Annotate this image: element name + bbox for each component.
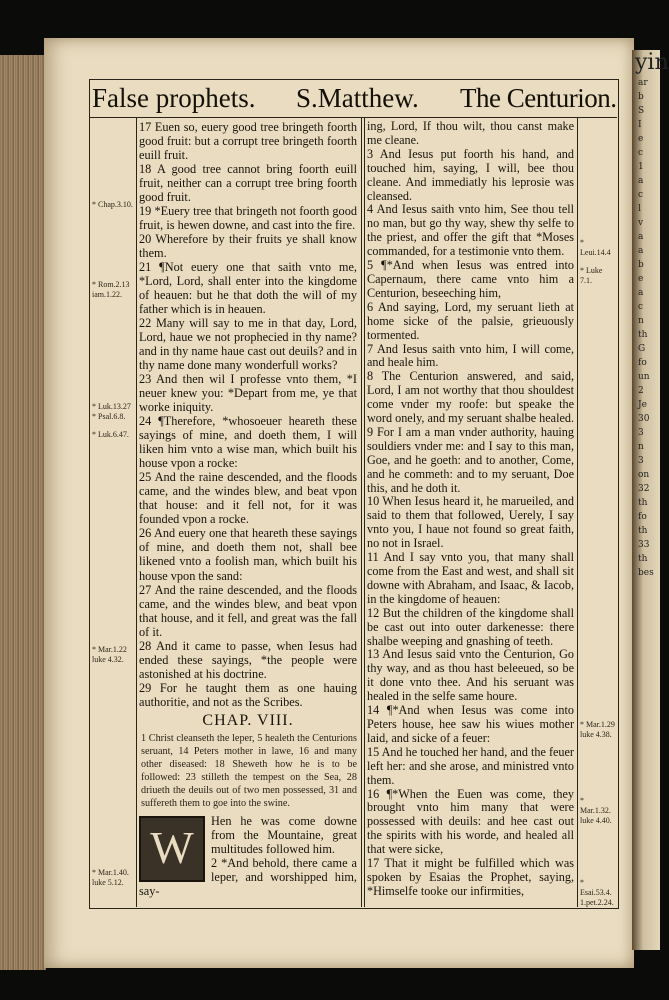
facing-page-fragment: 32 [638, 484, 650, 494]
facing-page-fragment: 33 [638, 540, 650, 550]
column-divider-left [361, 117, 362, 907]
facing-page-fragment: Je [638, 400, 647, 410]
margin-note-right-1: * Leui.14.4 [580, 238, 611, 257]
left-margin-rule [136, 117, 137, 907]
right-verse: 15 And he touched her hand, and the feuer left her: and she arose, and ministred vnto them. [367, 744, 574, 787]
facing-page-fragment: l [638, 204, 641, 214]
verse-2-start: 2 *And behold, there came a leper, and worshipped him, say- [139, 855, 357, 898]
left-text-column [139, 120, 357, 898]
right-verse: 3 And Iesus put foorth his hand, and touched him, saying, I will, bee thou cleane. And immediatly his leprosie was cleansed. [367, 146, 574, 203]
right-verse: 13 And Iesus said vnto the Centurion, Go thy way, and as thou hast beleeued, so be it done vnto thee. And his seruant was healed in the selfe same houre. [367, 647, 574, 704]
facing-page-fragment: 30 [638, 414, 650, 424]
right-verse: 10 When Iesus heard it, he marueiled, and said to them that followed, Uerely, I say vnto you, I haue not found so great faith, no not in Israel. [367, 494, 574, 551]
facing-page-edge [632, 50, 669, 950]
right-verse: 16 ¶*When the Euen was come, they brought vnto him many that were possessed with deuils: and hee cast out the spirits with his worde, and healed all that were sicke, [367, 786, 574, 857]
column-divider-right [364, 117, 365, 907]
facing-page-fragment: n [638, 442, 644, 452]
margin-note-left-1: * Chap.3.10. [92, 200, 133, 209]
facing-page-fragment: th [638, 554, 648, 564]
right-verse: 9 For I am a man vnder authority, hauing souldiers vnder me: and I say to this man, Goe, and he goeth: and to another, Come, and he commeth: and to my seruant, Doe this, and he doth it. [367, 424, 574, 495]
facing-page-fragment: a [638, 246, 644, 256]
facing-page-fragment: G [638, 344, 646, 354]
right-verse: 6 And saying, Lord, my seruant lieth at home sicke of the palsie, grieuously tormented. [367, 299, 574, 342]
margin-note-right-5: * Esai.53.4. 1.pet.2.24. [580, 878, 614, 907]
right-verse: 5 ¶*And when Iesus was entred into Capernaum, there came vnto him a Centurion, beseeching him, [367, 258, 574, 300]
left-verse: 24 ¶Therefore, *whosoeuer heareth these sayings of mine, and doeth them, I will liken him vnto a wise man, which built his house vpon a rocke: [139, 414, 357, 471]
chapter-heading: CHAP. VIII. [202, 711, 294, 729]
facing-page-fragment: th [638, 498, 648, 508]
left-verse: 29 For he taught them as one hauing authoritie, and not as the Scribes. [139, 680, 357, 709]
margin-note-right-4: * Mar.1.32. luke 4.40. [580, 796, 612, 825]
chapter-opening [139, 814, 357, 898]
running-head-book: S.Matthew. [296, 83, 419, 113]
margin-note-left-2: * Rom.2.13 iam.1.22. [92, 280, 130, 299]
facing-page-fragment: e [638, 134, 644, 144]
left-verse: 19 *Euery tree that bringeth not foorth good fruit, is hewen downe, and cast into the fire. [139, 204, 357, 233]
right-verse: 7 And Iesus saith vnto him, I will come, and heale him. [367, 341, 574, 370]
margin-note-left-4: * Luk.6.47. [92, 430, 129, 439]
facing-page-fragment: n [638, 316, 644, 326]
facing-page-fragment: th [638, 330, 648, 340]
facing-page-fragment: e [638, 274, 644, 284]
left-verse: 23 And then wil I professe vnto them, *I neuer knew you: *Depart from me, ye that worke iniquity. [139, 372, 357, 415]
left-verse: 18 A good tree cannot bring foorth euill fruit, neither can a corrupt tree bring foorth good fruit. [139, 162, 357, 205]
left-verse: 21 ¶Not euery one that saith vnto me, *Lord, Lord, shall enter into the kingdome of heauen: but he that doth the will of my father which is in heauen. [139, 260, 357, 317]
left-verses [139, 120, 357, 709]
margin-note-right-3: * Mar.1.29 luke 4.38. [580, 720, 615, 739]
opening-verse: Hen he was come downe from the Mountaine, great multitudes followed him. [211, 813, 357, 856]
facing-page-fragment: S [638, 106, 645, 116]
left-verse: 25 And the raine descended, and the floods came, and the windes blew, and beat vpon that house: and it fell not, for it was founded vpon a rocke. [139, 470, 357, 527]
left-verse: 17 Euen so, euery good tree bringeth foorth good fruit: but a corrupt tree bringeth foorth euill fruit. [139, 120, 357, 163]
right-verse: ing, Lord, If thou wilt, thou canst make me cleane. [367, 119, 574, 147]
facing-page-fragment: b [638, 92, 644, 102]
chapter-summary: 1 Christ cleanseth the leper, 5 healeth the Centurions seruant, 14 Peters mother in lawe, 16 and many other diseased: 18 Sheweth how he is to be followed: 23 stilleth the tempest on the Sea, 28 driueth the deuils out of two men possessed, 31 and suffereth them to goe into the swine. [141, 732, 357, 809]
facing-page-fragment: v [638, 218, 644, 228]
left-verse: 28 And it came to passe, when Iesus had ended these sayings, *the people were astonished at his doctrine. [139, 638, 357, 681]
right-verse: 8 The Centurion answered, and said, Lord, I am not worthy that thou shouldest come vnder my roofe: but speake the word onely, and my seruant shalbe healed. [367, 369, 575, 426]
facing-page-fragment: c [638, 190, 644, 200]
left-verse: 26 And euery one that heareth these sayings of mine, and doeth them not, shall bee likened vnto a foolish man, which built his house vpon the sand: [139, 526, 357, 583]
facing-page-fragment: 3 [638, 456, 644, 466]
margin-note-left-5: * Mar.1.22 luke 4.32. [92, 645, 127, 664]
facing-page-fragment: 2 [638, 386, 644, 396]
facing-page-fragment: un [638, 372, 650, 382]
facing-page-fragment: on [638, 470, 650, 480]
facing-page-fragment: a [638, 288, 644, 298]
margin-note-left-6: * Mar.1.40. luke 5.12. [92, 868, 129, 887]
facing-page-fragment: fo [638, 512, 647, 522]
header-rule [89, 117, 617, 118]
right-verse: 4 And Iesus saith vnto him, See thou tell no man, but go thy way, shew thy selfe to the priest, and offer the gift that *Moses commanded, for a testimonie vnto them. [367, 202, 574, 259]
facing-page-fragment: fo [638, 358, 647, 368]
facing-page-fragment: I [638, 120, 642, 130]
right-verse: 12 But the children of the kingdome shall be cast out into outer darkenesse: there shalbe weeping and gnashing of teeth. [367, 605, 574, 648]
facing-page-fragment: 1 [638, 162, 644, 172]
facing-page-fragment: bes [638, 568, 654, 578]
right-text-column [367, 120, 574, 899]
right-verse: 17 That it might be fulfilled which was spoken by Esaias the Prophet, saying, *Himselfe tooke our infirmities, [367, 856, 574, 898]
facing-page-fragment: ar [638, 78, 648, 88]
facing-page-fragment: a [638, 232, 644, 242]
facing-page-fragment: b [638, 260, 644, 270]
right-verse: 14 ¶*And when Iesus was come into Peters house, hee saw his wiues mother laid, and sicke of a feuer: [367, 703, 574, 745]
facing-page-fragment: c [638, 302, 644, 312]
left-verse: 27 And the raine descended, and the floods came, and the windes blew, and beat vpon that house, and it fell, and great was the fall of it. [139, 582, 357, 639]
facing-page-fragments [632, 76, 660, 580]
margin-note-left-3: * Luk.13.27 * Psal.6.8. [92, 402, 131, 421]
left-verse: 20 Wherefore by their fruits ye shall know them. [139, 232, 357, 261]
right-margin-rule [577, 117, 578, 907]
facing-page-fragment: a [638, 176, 644, 186]
left-verse: 22 Many will say to me in that day, Lord, Lord, haue we not prophecied in thy name? and in thy name haue cast out deuils? and in thy name done many wonderfull works? [139, 316, 357, 373]
margin-note-right-2: * Luke 7.1. [580, 266, 603, 285]
running-head-right: The Centurion. [460, 83, 617, 113]
right-verses [367, 120, 574, 899]
running-head-left: False prophets. [92, 83, 256, 113]
facing-page-header-fragment: yin [635, 50, 669, 75]
book-fore-edge [0, 55, 46, 970]
facing-page-fragment: c [638, 148, 644, 158]
facing-page-fragment: th [638, 526, 648, 536]
right-verse: 11 And I say vnto you, that many shall come from the East and west, and shall sit downe with Abraham, and Isaac, & Iacob, in the kingdome of heauen: [367, 550, 574, 606]
drop-cap-initial: W [139, 816, 205, 882]
facing-page-fragment: 3 [638, 428, 644, 438]
